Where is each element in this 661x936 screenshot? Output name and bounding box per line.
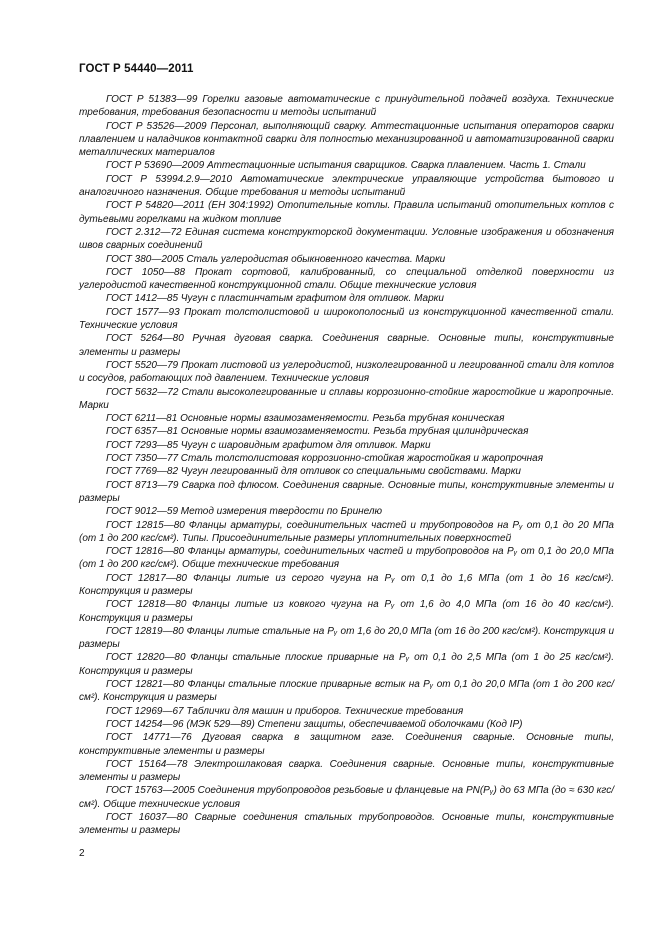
reference-item: ГОСТ Р 53526—2009 Персонал, выполняющий сварку. Аттестационные испытания операторов сварки плавлением и наладчиков контактной сварки для полностью механизированной и автоматизированной сварки металлических материалов <box>79 120 614 159</box>
reference-item: ГОСТ 6357—81 Основные нормы взаимозаменяемости. Резьба трубная цилиндрическая <box>106 426 529 438</box>
reference-item: ГОСТ 12821—80 Фланцы стальные плоские приварные встык на Pᵧ от 0,1 до 20,0 МПа (от 1 до 200 кгс/см²). Конструкция и размеры <box>79 679 614 704</box>
reference-item: ГОСТ 15763—2005 Соединения трубопроводов резьбовые и фланцевые на PN(Pᵧ) до 63 МПа (до ≈ 630 кгс/см²). Общие технические условия <box>79 785 614 810</box>
normative-references-list <box>79 93 614 838</box>
reference-item: ГОСТ 12820—80 Фланцы стальные плоские приварные на Pᵧ от 0,1 до 2,5 МПа (от 1 до 25 кгс/см²). Конструкция и размеры <box>79 652 614 677</box>
reference-item: ГОСТ 6211—81 Основные нормы взаимозаменяемости. Резьба трубная коническая <box>106 413 505 425</box>
reference-item: ГОСТ 7769—82 Чугун легированный для отливок со специальными свойствами. Марки <box>106 466 521 478</box>
reference-item: ГОСТ 15164—78 Электрошлаковая сварка. Соединения сварные. Основные типы, конструктивные элементы и размеры <box>79 758 614 784</box>
reference-item: ГОСТ 7350—77 Сталь толстолистовая коррозионно-стойкая жаростойкая и жаропрочная <box>106 453 544 465</box>
reference-item: ГОСТ Р 51383—99 Горелки газовые автоматические с принудительной подачей воздуха. Технические требования, требования безопасности и методы испытаний <box>79 94 614 119</box>
reference-item: ГОСТ 9012—59 Метод измерения твердости по Бринелю <box>106 506 383 518</box>
reference-item: ГОСТ 380—2005 Сталь углеродистая обыкновенного качества. Марки <box>106 253 446 265</box>
reference-item: ГОСТ 12817—80 Фланцы литые из серого чугуна на Pᵧ от 0,1 до 1,6 МПа (от 1 до 16 кгс/см²). Конструкция и размеры <box>79 572 614 597</box>
reference-item: ГОСТ 5632—72 Стали высоколегированные и сплавы коррозионно-стойкие жаростойкие и жаропрочные. Марки <box>79 386 614 411</box>
reference-item: ГОСТ 12969—67 Таблички для машин и приборов. Технические требования <box>106 705 464 717</box>
reference-item: ГОСТ 14254—96 (МЭК 529—89) Степени защиты, обеспечиваемой оболочками (Код IP) <box>106 718 523 730</box>
reference-item: ГОСТ 14771—76 Дуговая сварка в защитном газе. Соединения сварные. Основные типы, конструктивные элементы и размеры <box>79 732 614 757</box>
reference-item: ГОСТ 2.312—72 Единая система конструкторской документации. Условные изображения и обозначения швов сварных соединений <box>79 226 614 252</box>
standard-title: ГОСТ Р 54440—2011 <box>79 63 194 75</box>
reference-item: ГОСТ 12818—80 Фланцы литые из ковкого чугуна на Pᵧ от 1,6 до 4,0 МПа (от 16 до 40 кгс/см²). Конструкция и размеры <box>79 599 614 624</box>
reference-item: ГОСТ 5520—79 Прокат листовой из углеродистой, низколегированной и легированной стали для котлов и сосудов, работающих под давлением. Технические условия <box>79 359 614 385</box>
reference-item: ГОСТ 1577—93 Прокат толстолистовой и широкополосный из конструкционной качественной стали. Технические условия <box>79 306 614 332</box>
reference-item: ГОСТ 12815—80 Фланцы арматуры, соединительных частей и трубопроводов на Pᵧ от 0,1 до 20 МПа (от 1 до 200 кгс/см²). Типы. Присоединительные размеры уплотнительных поверхностей <box>79 519 614 544</box>
reference-item: ГОСТ Р 53994.2.9—2010 Автоматические электрические управляющие устройства бытового и аналогичного назначения. Общие требования и методы испытаний <box>79 173 614 199</box>
reference-item: ГОСТ 12816—80 Фланцы арматуры, соединительных частей и трубопроводов на Pᵧ от 0,1 до 20,0 МПа (от 1 до 200 кгс/см²). Общие технические требования <box>79 546 614 571</box>
reference-item: ГОСТ 1050—88 Прокат сортовой, калиброванный, со специальной отделкой поверхности из углеродистой качественной конструкционной стали. Общие технические условия <box>79 266 614 292</box>
reference-item: ГОСТ 1412—85 Чугун с пластинчатым графитом для отливок. Марки <box>106 293 444 305</box>
reference-item: ГОСТ Р 53690—2009 Аттестационные испытания сварщиков. Сварка плавлением. Часть 1. Стали <box>106 160 586 172</box>
reference-item: ГОСТ 5264—80 Ручная дуговая сварка. Соединения сварные. Основные типы, конструктивные элементы и размеры <box>79 333 614 358</box>
reference-item: ГОСТ 7293—85 Чугун с шаровидным графитом для отливок. Марки <box>106 439 431 451</box>
reference-item: ГОСТ Р 54820—2011 (ЕН 304:1992) Отопительные котлы. Правила испытаний отопительных котлов с дутьевыми горелками на жидком топливе <box>79 200 614 225</box>
reference-item: ГОСТ 8713—79 Сварка под флюсом. Соединения сварные. Основные типы, конструктивные элементы и размеры <box>79 479 614 504</box>
document-header <box>79 63 194 75</box>
reference-item: ГОСТ 12819—80 Фланцы литые стальные на Pᵧ от 1,6 до 20,0 МПа (от 16 до 200 кгс/см²). Конструкция и размеры <box>79 625 614 651</box>
page-number: 2 <box>79 848 85 859</box>
reference-item: ГОСТ 16037—80 Сварные соединения стальных трубопроводов. Основные типы, конструктивные элементы и размеры <box>79 812 614 837</box>
